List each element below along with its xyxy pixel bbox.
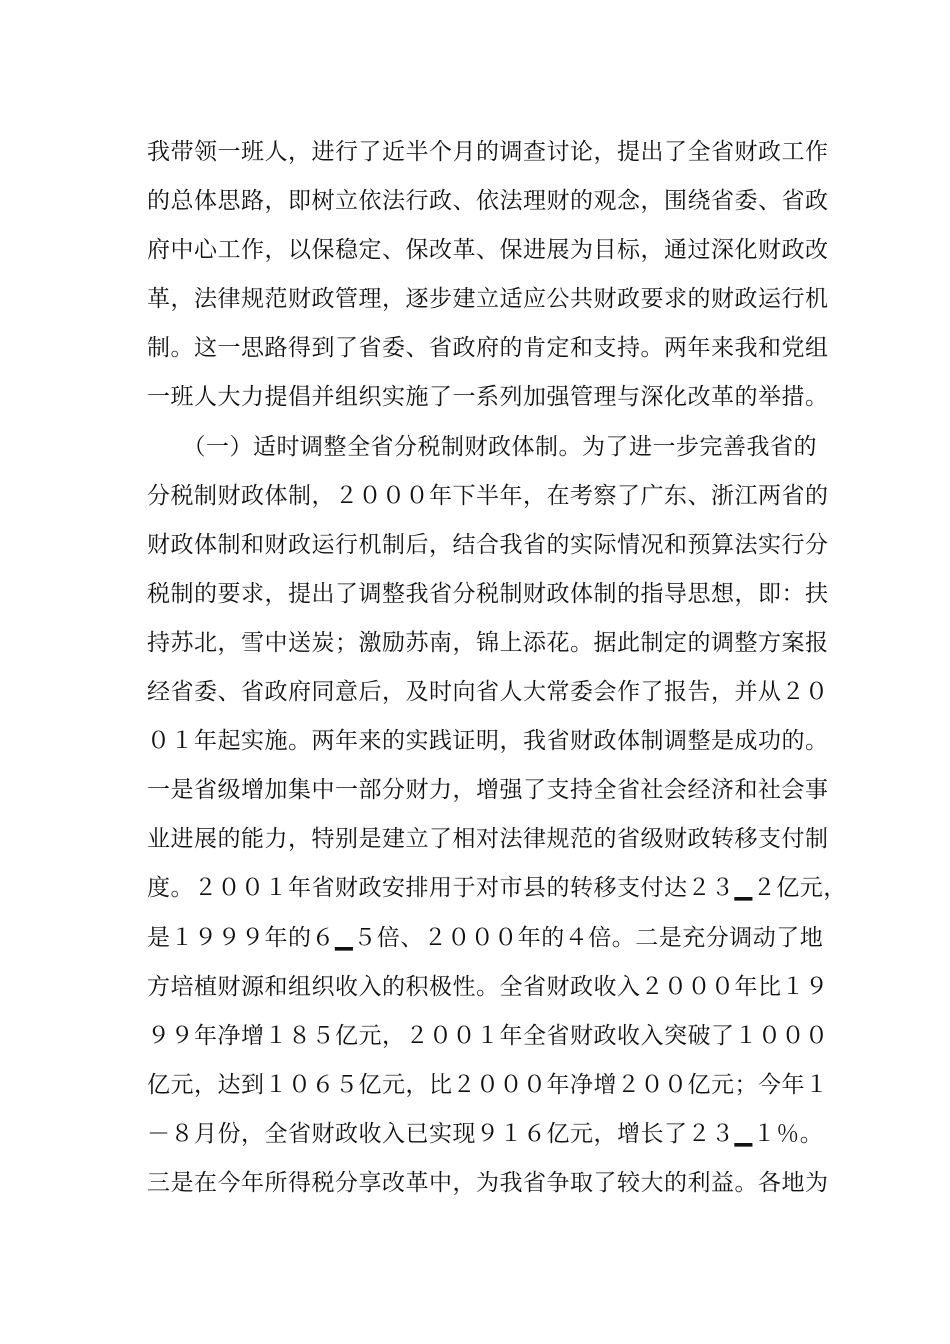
text-line: ０１年起实施。两年来的实践证明，我省财政体制调整是成功的。 <box>147 728 829 755</box>
text-line: 方培植财源和组织收入的积极性。全省财政收入２０００年比１９ <box>147 973 829 1000</box>
text-line: 一班人大力提倡并组织实施了一系列加强管理与深化改革的举措。 <box>147 384 829 411</box>
text-line: 分税制财政体制，２０００年下半年，在考察了广东、浙江两省的 <box>147 482 829 509</box>
text-line: 经省委、省政府同意后，及时向省人大常委会作了报告，并从２０ <box>147 679 829 706</box>
text-line: 的总体思路，即树立依法行政、依法理财的观念，围绕省委、省政 <box>147 188 829 215</box>
text-line: 革，法律规范财政管理，逐步建立适应公共财政要求的财政运行机 <box>147 286 829 313</box>
text-line: 三是在今年所得税分享改革中，为我省争取了较大的利益。各地为 <box>147 1169 829 1196</box>
text-line: 府中心工作，以保稳定、保改革、保进展为目标，通过深化财政改 <box>147 237 829 264</box>
text-line: 税制的要求，提出了调整我省分税制财政体制的指导思想，即：扶 <box>147 580 829 607</box>
text-line: －８月份，全省财政收入已实现９１６亿元，增长了２３▁１％。 <box>147 1120 824 1147</box>
text-line: 财政体制和财政运行机制后，结合我省的实际情况和预算法实行分 <box>147 531 829 558</box>
text-line: （一）适时调整全省分税制财政体制。为了进一步完善我省的 <box>147 433 817 460</box>
text-line: 持苏北，雪中送炭；激励苏南，锦上添花。据此制定的调整方案报 <box>147 629 829 656</box>
text-line: 一是省级增加集中一部分财力，增强了支持全省社会经济和社会事 <box>147 777 829 804</box>
body-text <box>147 128 847 1208</box>
text-line: 亿元，达到１０６５亿元，比２０００年净增２００亿元；今年１ <box>147 1071 829 1098</box>
text-line: 我带领一班人，进行了近半个月的调查讨论，提出了全省财政工作 <box>147 139 829 165</box>
text-line: ９９年净增１８５亿元，２００１年全省财政收入突破了１０００ <box>147 1022 829 1049</box>
text-line: 业进展的能力，特别是建立了相对法律规范的省级财政转移支付制 <box>147 826 829 853</box>
text-line: 是１９９９年的６▁５倍、２０００年的４倍。二是充分调动了地 <box>147 924 824 951</box>
text-line: 制。这一思路得到了省委、省政府的肯定和支持。两年来我和党组 <box>147 335 829 362</box>
text-line: 度。２００１年省财政安排用于对市县的转移支付达２３▁２亿元， <box>147 875 847 902</box>
